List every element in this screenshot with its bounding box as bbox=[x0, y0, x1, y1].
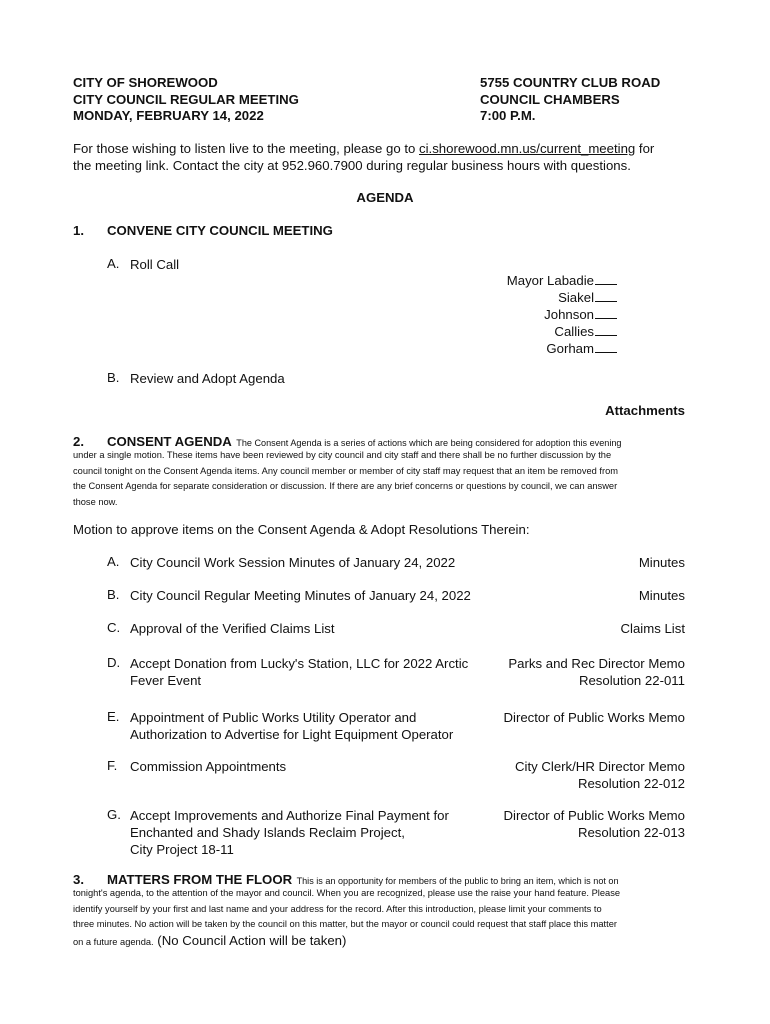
consent-item-attachment: Director of Public Works Memo bbox=[503, 710, 685, 725]
intro-line-2: the meeting link. Contact the city at 952.960.7900 during regular business hours with questions. bbox=[73, 158, 631, 173]
section-3-description: tonight's agenda, to the attention of the mayor and council. When you are recognized, please use the raise your hand feature. Please identify yourself by your first and last name and your address for the record. After this introduction, please limit your comments to three minutes. No action will be taken by the council on this matter, but the mayor or council could request that staff place this matter on a future agenda. (No Council Action will be taken) bbox=[73, 888, 621, 948]
section-3-number: 3. bbox=[73, 872, 84, 887]
consent-item-attachment: Director of Public Works Memo Resolution 22-013 bbox=[503, 808, 685, 840]
section-3-title: MATTERS FROM THE FLOOR bbox=[107, 872, 293, 887]
no-action-note: (No Council Action will be taken) bbox=[153, 932, 347, 948]
consent-item-letter: C. bbox=[107, 620, 121, 635]
intro-line-1: For those wishing to listen live to the meeting, please go to ci.shorewood.mn.us/current_meeting for bbox=[73, 141, 655, 156]
consent-item-letter: B. bbox=[107, 587, 120, 602]
consent-item-letter: A. bbox=[107, 554, 120, 569]
adopt-agenda-letter: B. bbox=[107, 370, 120, 385]
meeting-address: 5755 COUNTRY CLUB ROAD bbox=[480, 75, 661, 90]
roll-call-entry: Callies bbox=[440, 323, 617, 340]
roll-call-entry: Siakel bbox=[440, 289, 617, 306]
consent-item-text: City Council Regular Meeting Minutes of January 24, 2022 bbox=[130, 588, 471, 603]
consent-item-letter: D. bbox=[107, 655, 121, 670]
section-2-number: 2. bbox=[73, 434, 84, 449]
roll-call-label: Roll Call bbox=[130, 257, 180, 272]
meeting-date: MONDAY, FEBRUARY 14, 2022 bbox=[73, 108, 264, 123]
section-1-title: CONVENE CITY COUNCIL MEETING bbox=[107, 223, 333, 238]
consent-item-letter: E. bbox=[107, 709, 120, 724]
consent-item-letter: F. bbox=[107, 758, 118, 773]
consent-item-text: Accept Improvements and Authorize Final Payment for Enchanted and Shady Islands Reclaim Project, City Project 18-11 bbox=[130, 808, 449, 857]
consent-item-text: Approval of the Verified Claims List bbox=[130, 621, 335, 636]
consent-item-text: City Council Work Session Minutes of January 24, 2022 bbox=[130, 555, 456, 570]
consent-item-attachment: Claims List bbox=[620, 621, 685, 636]
meeting-time: 7:00 P.M. bbox=[480, 108, 536, 123]
consent-item-attachment: Minutes bbox=[638, 555, 685, 570]
meeting-link[interactable]: ci.shorewood.mn.us/current_meeting bbox=[419, 141, 636, 156]
consent-item-letter: G. bbox=[107, 807, 121, 822]
roll-call-entry: Johnson bbox=[440, 306, 617, 323]
header-left bbox=[73, 75, 299, 125]
attachments-heading: Attachments bbox=[605, 403, 685, 418]
consent-item-attachment: City Clerk/HR Director Memo Resolution 22-012 bbox=[515, 759, 685, 791]
roll-call-entry: Gorham bbox=[440, 340, 617, 357]
section-1-number: 1. bbox=[73, 223, 84, 238]
consent-item-text: Appointment of Public Works Utility Operator and Authorization to Advertise for Light Equipment Operator bbox=[130, 710, 454, 742]
section-2-title: CONSENT AGENDA bbox=[107, 434, 232, 449]
consent-item-text: Commission Appointments bbox=[130, 759, 287, 774]
section-3-desc-first: This is an opportunity for members of the public to bring an item, which is not on bbox=[296, 876, 619, 886]
meeting-type: CITY COUNCIL REGULAR MEETING bbox=[73, 91, 299, 107]
consent-item-attachment: Parks and Rec Director Memo Resolution 22-011 bbox=[508, 656, 685, 688]
city-name: CITY OF SHOREWOOD bbox=[73, 75, 218, 90]
meeting-location: COUNCIL CHAMBERS bbox=[480, 91, 620, 107]
roll-call-list bbox=[440, 272, 617, 357]
consent-item-text: Accept Donation from Lucky's Station, LLC for 2022 Arctic Fever Event bbox=[130, 656, 469, 688]
section-2-description: under a single motion. These items have been reviewed by city council and city staff and there shall be no further discussion by the council tonight on the Consent Agenda items. Any council member or member of city staff may request that an item be removed from the Consent Agenda for separate consideration or discussion. If there are any brief concerns or questions by council, we can answer those now. bbox=[73, 450, 618, 507]
consent-item-attachment: Minutes bbox=[638, 588, 685, 603]
header-right bbox=[480, 75, 660, 125]
roll-call-entry: Mayor Labadie bbox=[440, 272, 617, 289]
agenda-title: AGENDA bbox=[356, 190, 414, 205]
consent-motion: Motion to approve items on the Consent Agenda & Adopt Resolutions Therein: bbox=[73, 522, 530, 537]
intro-text bbox=[73, 140, 703, 174]
roll-call-letter: A. bbox=[107, 256, 120, 271]
section-2-desc-first: The Consent Agenda is a series of actions which are being considered for adoption this evening bbox=[236, 438, 622, 448]
adopt-agenda-label: Review and Adopt Agenda bbox=[130, 371, 285, 386]
